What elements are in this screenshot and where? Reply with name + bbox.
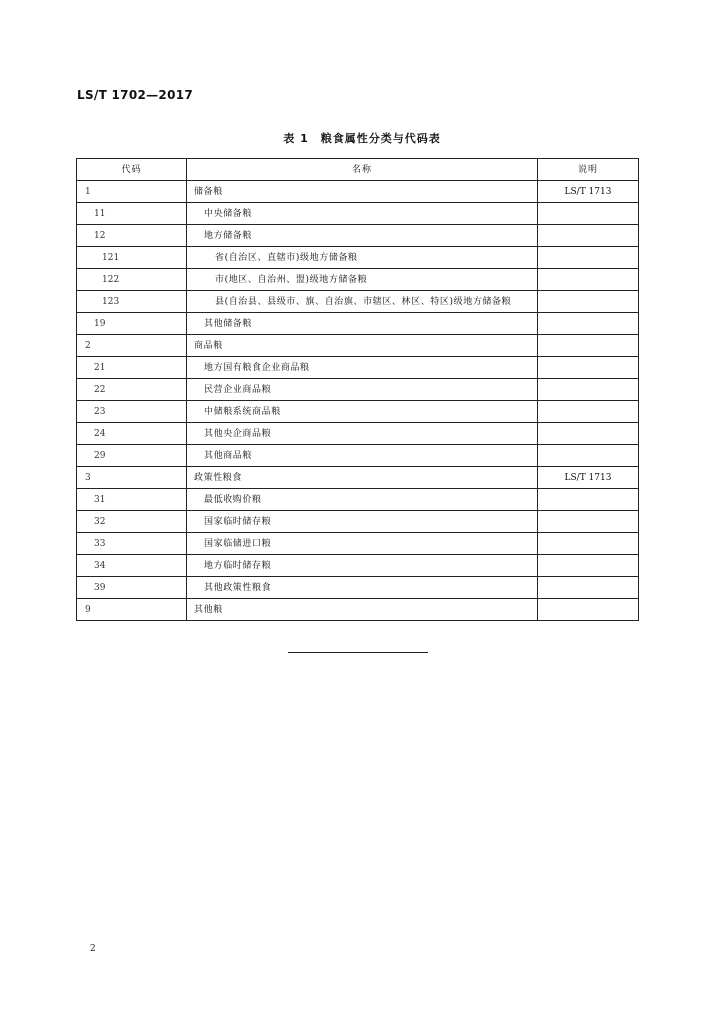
table-row bbox=[77, 357, 639, 379]
name-cell: 政策性粮食 bbox=[187, 467, 538, 489]
note-cell bbox=[538, 445, 639, 467]
code-cell: 22 bbox=[77, 379, 187, 401]
code-cell: 39 bbox=[77, 577, 187, 599]
code-cell: 23 bbox=[77, 401, 187, 423]
name-cell: 市(地区、自治州、盟)级地方储备粮 bbox=[187, 269, 538, 291]
table-row bbox=[77, 599, 639, 621]
code-cell: 32 bbox=[77, 511, 187, 533]
note-cell bbox=[538, 401, 639, 423]
end-of-table-rule bbox=[288, 652, 428, 653]
column-header-name: 名称 bbox=[187, 159, 538, 181]
standard-number: LS/T 1702—2017 bbox=[77, 88, 194, 102]
code-cell: 33 bbox=[77, 533, 187, 555]
code-cell: 19 bbox=[77, 313, 187, 335]
code-cell: 123 bbox=[77, 291, 187, 313]
note-cell bbox=[538, 335, 639, 357]
table-row bbox=[77, 445, 639, 467]
table-row bbox=[77, 577, 639, 599]
name-cell: 储备粮 bbox=[187, 181, 538, 203]
column-header-note: 说明 bbox=[538, 159, 639, 181]
table-row bbox=[77, 225, 639, 247]
name-cell: 其他储备粮 bbox=[187, 313, 538, 335]
table-row bbox=[77, 467, 639, 489]
name-cell: 地方临时储存粮 bbox=[187, 555, 538, 577]
note-cell bbox=[538, 423, 639, 445]
name-cell: 其他商品粮 bbox=[187, 445, 538, 467]
code-cell: 21 bbox=[77, 357, 187, 379]
note-cell bbox=[538, 291, 639, 313]
table-row bbox=[77, 511, 639, 533]
table-title-text: 粮食属性分类与代码表 bbox=[320, 132, 441, 145]
note-cell bbox=[538, 555, 639, 577]
code-cell: 121 bbox=[77, 247, 187, 269]
grain-attribute-code-table bbox=[76, 158, 639, 621]
name-cell: 地方储备粮 bbox=[187, 225, 538, 247]
note-cell bbox=[538, 489, 639, 511]
code-cell: 29 bbox=[77, 445, 187, 467]
code-cell: 122 bbox=[77, 269, 187, 291]
note-cell bbox=[538, 225, 639, 247]
table-row bbox=[77, 269, 639, 291]
note-cell bbox=[538, 247, 639, 269]
note-cell bbox=[538, 357, 639, 379]
table-row bbox=[77, 401, 639, 423]
table-row bbox=[77, 203, 639, 225]
name-cell: 中央储备粮 bbox=[187, 203, 538, 225]
table-row bbox=[77, 247, 639, 269]
note-cell bbox=[538, 533, 639, 555]
table-row bbox=[77, 555, 639, 577]
note-cell bbox=[538, 203, 639, 225]
note-cell bbox=[538, 379, 639, 401]
note-cell bbox=[538, 599, 639, 621]
name-cell: 县(自治县、县级市、旗、自治旗、市辖区、林区、特区)级地方储备粮 bbox=[187, 291, 538, 313]
note-cell: LS/T 1713 bbox=[538, 467, 639, 489]
note-cell bbox=[538, 269, 639, 291]
code-cell: 12 bbox=[77, 225, 187, 247]
name-cell: 其他粮 bbox=[187, 599, 538, 621]
page-number: 2 bbox=[90, 944, 96, 954]
code-cell: 24 bbox=[77, 423, 187, 445]
name-cell: 最低收购价粮 bbox=[187, 489, 538, 511]
table-body bbox=[77, 181, 639, 621]
name-cell: 其他政策性粮食 bbox=[187, 577, 538, 599]
code-cell: 1 bbox=[77, 181, 187, 203]
table-row bbox=[77, 423, 639, 445]
table-row bbox=[77, 533, 639, 555]
table-title bbox=[0, 130, 724, 146]
name-cell: 地方国有粮食企业商品粮 bbox=[187, 357, 538, 379]
table-row bbox=[77, 335, 639, 357]
note-cell bbox=[538, 511, 639, 533]
name-cell: 中储粮系统商品粮 bbox=[187, 401, 538, 423]
note-cell bbox=[538, 313, 639, 335]
table-row bbox=[77, 313, 639, 335]
code-cell: 31 bbox=[77, 489, 187, 511]
name-cell: 省(自治区、直辖市)级地方储备粮 bbox=[187, 247, 538, 269]
note-cell bbox=[538, 577, 639, 599]
column-header-code: 代码 bbox=[77, 159, 187, 181]
note-cell: LS/T 1713 bbox=[538, 181, 639, 203]
table-row bbox=[77, 489, 639, 511]
code-cell: 11 bbox=[77, 203, 187, 225]
name-cell: 商品粮 bbox=[187, 335, 538, 357]
table-row bbox=[77, 379, 639, 401]
table-row bbox=[77, 291, 639, 313]
name-cell: 其他央企商品粮 bbox=[187, 423, 538, 445]
table-header-row bbox=[77, 159, 639, 181]
name-cell: 国家临时储存粮 bbox=[187, 511, 538, 533]
code-cell: 34 bbox=[77, 555, 187, 577]
table-number: 表 1 bbox=[283, 132, 309, 145]
table-row bbox=[77, 181, 639, 203]
name-cell: 民营企业商品粮 bbox=[187, 379, 538, 401]
code-cell: 9 bbox=[77, 599, 187, 621]
code-cell: 3 bbox=[77, 467, 187, 489]
code-cell: 2 bbox=[77, 335, 187, 357]
name-cell: 国家临储进口粮 bbox=[187, 533, 538, 555]
